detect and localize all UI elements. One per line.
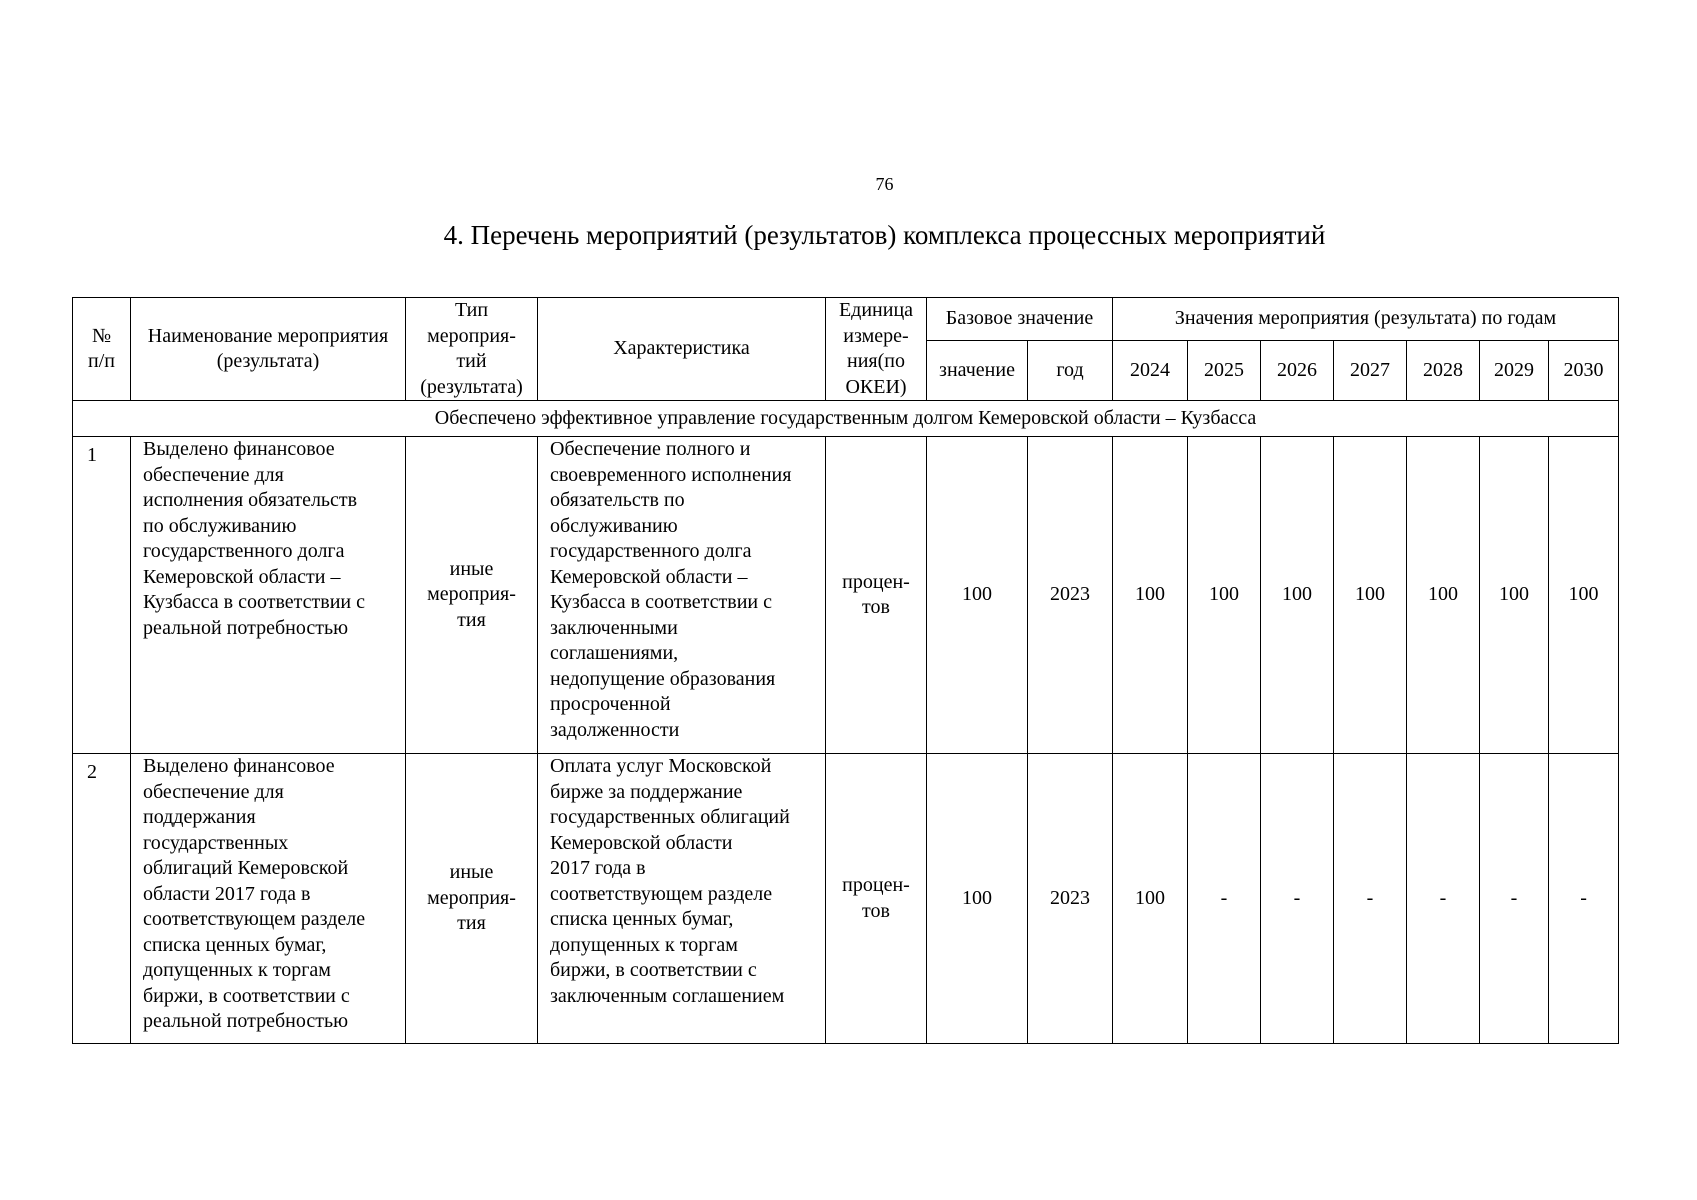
header-years-group: Значения мероприятия (результата) по годам [1113,298,1619,341]
header-characteristic: Характеристика [538,298,826,401]
row-value-2026: - [1261,754,1334,1044]
row-base-year: 2023 [1028,437,1113,754]
row-base-year: 2023 [1028,754,1113,1044]
row-value-2028: - [1407,754,1480,1044]
row-type: иные мероприя- тия [406,437,538,754]
row-characteristic: Обеспечение полного и своевременного исполнения обязательств по обслуживанию государственного долга Кемеровской области – Кузбасса в соответствии с заключенными соглашениями, недопущение образования просроченной задолженности [538,437,826,754]
row-value-2025: 100 [1188,437,1261,754]
header-unit: Единица измере- ния(по ОКЕИ) [826,298,927,401]
row-base-value: 100 [927,437,1028,754]
row-value-2026: 100 [1261,437,1334,754]
page-number: 76 [875,174,894,194]
row-characteristic: Оплата услуг Московской бирже за поддержание государственных облигаций Кемеровской области 2017 года в соответствующем разделе списка ценных бумаг, допущенных к торгам биржи, в соответствии с заключенным соглашением [538,754,826,1044]
header-base-value: значение [927,340,1028,400]
header-year-2029: 2029 [1480,340,1549,400]
row-value-2029: 100 [1480,437,1549,754]
header-base-year: год [1028,340,1113,400]
page-title: 4. Перечень мероприятий (результатов) комплекса процессных мероприятий [443,220,1326,250]
table-row [73,437,1619,754]
row-value-2024: 100 [1113,754,1188,1044]
section-row [73,401,1619,437]
row-value-2030: 100 [1549,437,1619,754]
section-title: Обеспечено эффективное управление государственным долгом Кемеровской области – Кузбасса [73,401,1619,437]
header-row-1 [73,298,1619,341]
measures-table [72,297,1619,1044]
row-unit: процен- тов [826,754,927,1044]
header-type: Тип мероприя- тий (результата) [406,298,538,401]
row-value-2027: 100 [1334,437,1407,754]
row-value-2025: - [1188,754,1261,1044]
header-year-2024: 2024 [1113,340,1188,400]
header-name: Наименование мероприятия (результата) [131,298,406,401]
row-type: иные мероприя- тия [406,754,538,1044]
row-base-value: 100 [927,754,1028,1044]
row-num: 2 [73,754,131,1044]
header-year-2027: 2027 [1334,340,1407,400]
header-year-2025: 2025 [1188,340,1261,400]
header-year-2030: 2030 [1549,340,1619,400]
row-value-2030: - [1549,754,1619,1044]
row-value-2027: - [1334,754,1407,1044]
header-year-2028: 2028 [1407,340,1480,400]
header-num: № п/п [73,298,131,401]
table-row [73,754,1619,1044]
header-base-group: Базовое значение [927,298,1113,341]
header-year-2026: 2026 [1261,340,1334,400]
row-value-2028: 100 [1407,437,1480,754]
row-value-2024: 100 [1113,437,1188,754]
row-value-2029: - [1480,754,1549,1044]
row-unit: процен- тов [826,437,927,754]
row-name: Выделено финансовое обеспечение для исполнения обязательств по обслуживанию государственного долга Кемеровской области – Кузбасса в соответствии с реальной потребностью [131,437,406,754]
row-name: Выделено финансовое обеспечение для поддержания государственных облигаций Кемеровской области 2017 года в соответствующем разделе списка ценных бумаг, допущенных к торгам биржи, в соответствии с реальной потребностью [131,754,406,1044]
row-num: 1 [73,437,131,754]
